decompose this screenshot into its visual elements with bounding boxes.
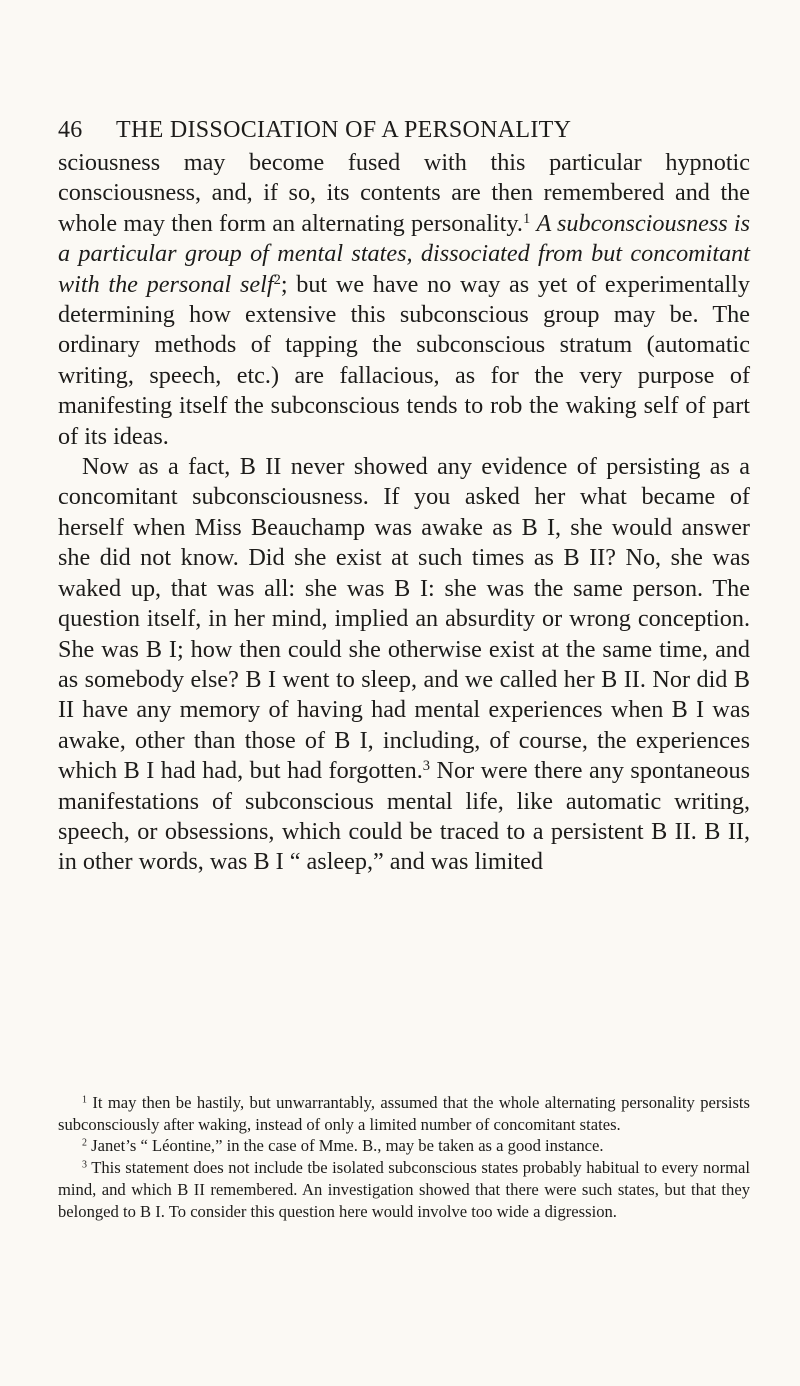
page-number: 46 [58,117,83,143]
body-text [58,148,750,878]
footnotes [58,1092,750,1222]
footnote-mark: 3 [82,1159,87,1171]
footnote-mark: 1 [82,1094,87,1106]
footnote-mark: 2 [82,1137,87,1149]
footnote [58,1135,750,1157]
text-run: Now as a fact, B II never showed any evidence of persisting as a concomitant subconsciousness. If you asked her what became of herself when Miss Beauchamp was awake as B I, she would answer she did not know. Did she exist at such times as B II? No, she was waked up, that was all: she was B I: she was the same person. The question itself, in her mind, implied an absurdity or wrong conception. She was B I; how then could she otherwise exist at the same time, and as somebody else? B I went to sleep, and we called her B II. Nor did B II have any memory of having had mental experiences when B I was awake, other than those of B I, including, of course, the experiences which B I had had, but had forgotten. [58,453,750,785]
running-head: THE DISSOCIATION OF A PERSONALITY [116,117,572,143]
footnote-ref: 1 [522,210,531,227]
italic-definition: A subconsciousness is a particular group of mental states, dissociated from but concomitant with the personal self [58,209,751,298]
paragraph [58,452,750,878]
footnote-ref: 3 [422,758,431,775]
text-run: ; but we have no way as yet of experimentally determining how extensive this subconscious group may be. The ordinary methods of tapping the subconscious stratum (automatic writing, speech, etc.) are fallacious, as for the very purpose of manifesting itself the subconscious tends to rob the waking self of part of its ideas. [58,270,750,450]
footnote [58,1157,750,1222]
text-run: sciousness may become fused with this particular hypnotic consciousness, and, if so, its contents are then remembered and the whole may then form an alternating personality. [58,149,750,237]
paragraph [58,148,750,452]
footnote-ref: 2 [273,271,281,288]
footnote-text: This statement does not include tbe isolated subconscious states probably habitual to every normal mind, and which B II remembered. An investigation showed that there were such states, but that they belonged to B I. To consider this question here would involve too wide a digression. [58,1158,750,1221]
footnote [58,1092,750,1135]
footnote-text: It may then be hastily, but unwarrantably, assumed that the whole alternating personality persists subconsciously after waking, instead of only a limited number of concomitant states. [58,1093,750,1134]
text-run: Nor were there any spontaneous manifestations of subconscious mental life, like automatic writing, speech, or obsessions, which could be traced to a persistent B II. B II, in other words, was B I “ asleep,” and was limited [58,757,751,876]
footnote-text: Janet’s “ Léontine,” in the case of Mme. B., may be taken as a good instance. [86,1136,604,1156]
page-header [58,113,748,147]
